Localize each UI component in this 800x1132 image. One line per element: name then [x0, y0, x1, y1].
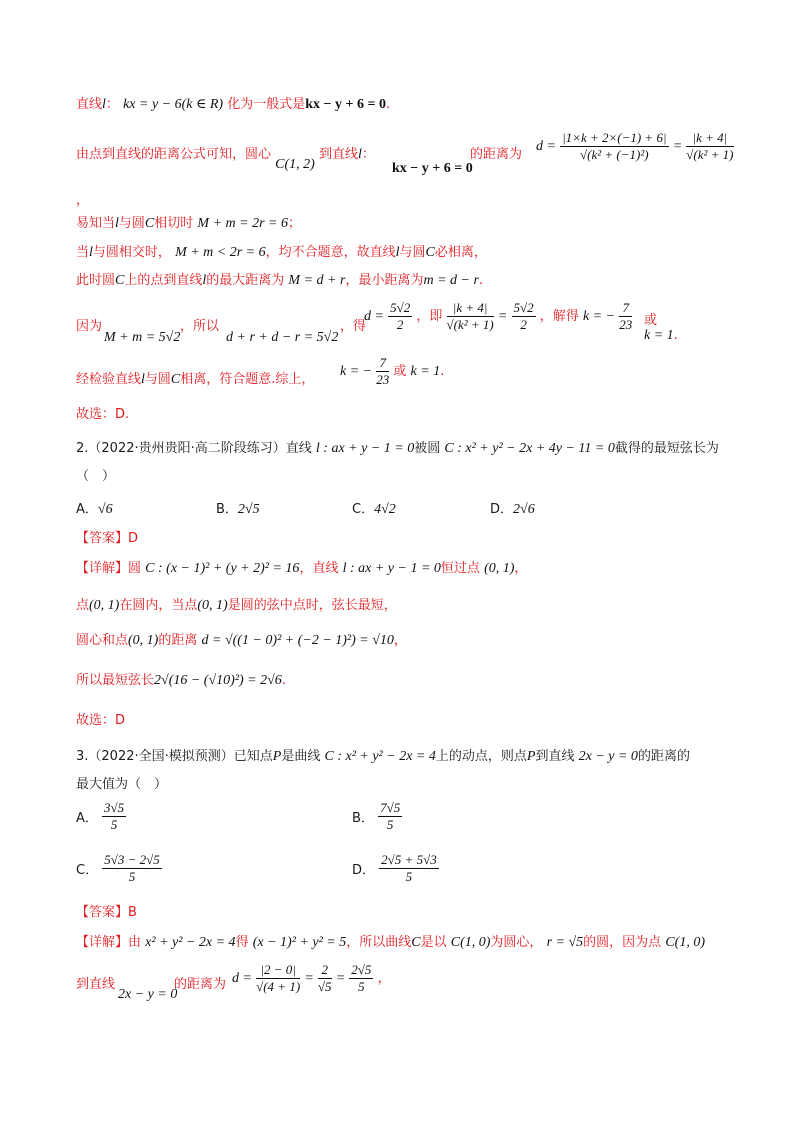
- solution-line-7: 因为: [76, 319, 103, 334]
- q2-option-b[interactable]: B．2√5: [216, 502, 260, 517]
- solution-line-7-b: ，所以: [180, 319, 220, 334]
- solution-choose-1: 故选：D.: [76, 407, 130, 422]
- solution-line-7-c: ，得: [340, 319, 367, 334]
- solution-line-2: 由点到直线的距离公式可知，圆心 C(1, 2) 到直线l：: [76, 147, 375, 172]
- q3-option-c[interactable]: C． $\frac{5√3 - 2√5}{5}$: [76, 852, 160, 884]
- solution-line-7-k1: k = 1.: [644, 328, 678, 343]
- q2-detail-2: 点(0, 1)在圆内，当点(0, 1)是圆的弦中点时，弦长最短，: [76, 598, 397, 613]
- question-3: 3.（2022·全国·模拟预测）已知点P是曲线 C : x² + y² − 2x = 4上的动点，则点P到直线 2x − y = 0的距离的: [76, 749, 690, 764]
- q3-detail-2: 到直线: [76, 977, 116, 992]
- q3-option-a[interactable]: A． $\frac{3√5}{5}$: [76, 800, 125, 832]
- question-3-line-2: 最大值为（ ）: [76, 777, 168, 792]
- solution-line-6: 此时圆C上的点到直线l的最大距离为 M = d + r，最小距离为m = d − r.: [76, 273, 484, 288]
- q2-answer: 【答案】D: [76, 531, 139, 546]
- q3-detail-2-b: 的距离为: [174, 977, 227, 992]
- distance-formula: d = $\frac{|1\times k + 2\times(-1) + 6|}{\text{√(k² + (−1)²)}}$ = $\frac{|k + 4|}{\text{√(k² + 1)}}$: [536, 130, 734, 162]
- solution-line-8-k: k = − $\frac{7}{23}$ 或 k = 1.: [340, 355, 445, 387]
- solution-line-7-m2: d + r + d − r = 5√2: [226, 330, 339, 345]
- q3-distance-formula: d = $\frac{|2 - 0|}{√(4 + 1)}$ = $\frac{2}{√5}$ = $\frac{2√5}{5}$ ，: [232, 962, 391, 994]
- q3-detail-1: 【详解】由 x² + y² − 2x = 4得 (x − 1)² + y² = 5，所以曲线C是以 C(1, 0)为圆心， r = √5的圆，因为点 C(1, 0): [76, 935, 705, 950]
- solution-line-8: 经检验直线l与圆C相离，符合题意.综上，: [76, 372, 315, 387]
- q3-answer: 【答案】B: [76, 905, 137, 920]
- q3-detail-2-m1: 2x − y = 0: [118, 987, 178, 1002]
- solution-line-7-or: 或: [644, 313, 658, 328]
- solution-line-2-tail: 的距离为: [470, 147, 523, 162]
- q2-detail-4: 所以最短弦长2√(16 − (√10)²) = 2√6.: [76, 673, 286, 688]
- q2-option-c[interactable]: C．4√2: [352, 502, 396, 517]
- q2-detail-1: 【详解】圆 C : (x − 1)² + (y + 2)² = 16，直线 l : ax + y − 1 = 0恒过点 (0, 1)，: [76, 561, 528, 576]
- solution-line-4: 易知当l与圆C相切时 M + m = 2r = 6；: [76, 216, 301, 231]
- q2-choose: 故选：D: [76, 713, 126, 728]
- q3-option-b[interactable]: B． $\frac{7√5}{5}$: [352, 800, 401, 832]
- q2-option-a[interactable]: A．√6: [76, 502, 113, 517]
- question-2-paren: （ ）: [76, 469, 116, 484]
- solution-line-3: ，: [76, 193, 90, 208]
- question-2: 2.（2022·贵州贵阳·高二阶段练习）直线 l : ax + y − 1 = 0被圆 C : x² + y² − 2x + 4y − 11 = 0截得的最短弦长为: [76, 441, 719, 456]
- solution-line-1: 直线l： kx = y − 6(k ∈ R) 化为一般式是kx − y + 6 = 0.: [76, 97, 391, 112]
- q2-option-d[interactable]: D．2√6: [490, 502, 535, 517]
- solution-line-2-math: kx − y + 6 = 0: [392, 161, 473, 176]
- solution-line-5: 当l与圆相交时， M + m < 2r = 6，均不合题意，故直线l与圆C必相离，: [76, 245, 487, 260]
- solution-line-7-m1: M + m = 5√2: [104, 330, 181, 345]
- q2-detail-3: 圆心和点(0, 1)的距离 d = √((1 − 0)² + (−2 − 1)²) = √10，: [76, 633, 407, 648]
- solution-line-7-frac: d = $\frac{5√2}{2}$ ，即 $\frac{|k + 4|}{\text{√(k² + 1)}}$ = $\frac{5√2}{2}$ ，解得 k = − $\frac{7}{23}$: [364, 300, 633, 332]
- q3-option-d[interactable]: D． $\frac{2√5 + 5√3}{5}$: [352, 852, 437, 884]
